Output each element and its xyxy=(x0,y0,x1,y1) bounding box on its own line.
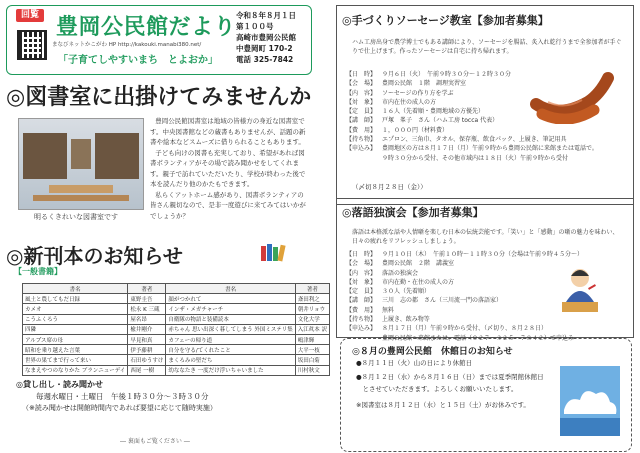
detail-label: 【日 時】 xyxy=(346,71,377,78)
table-row xyxy=(23,345,330,355)
qr-code-icon[interactable] xyxy=(17,30,47,60)
table-cell: こうふくろう xyxy=(23,314,128,324)
detail-row xyxy=(346,306,583,315)
table-cell: 斎田利之 xyxy=(295,294,329,304)
holiday-line: ※図書室は８月１２日（水）と１５日（土）がお休みです。 xyxy=(356,401,530,409)
detail-value: ９時３０分から受付、その他市域内は１８日（火）午前９時から受付 xyxy=(382,154,569,162)
sausage-details xyxy=(346,70,598,163)
lending-title: ◎貸し出し・読み聞かせ xyxy=(16,380,103,389)
new-books-table xyxy=(22,283,330,376)
detail-value: エプロン、三角巾、タオル、保存瓶、飲食パック、上履き、筆記用具 xyxy=(382,136,567,144)
page-footer: ― 裏面もご覧ください ― xyxy=(120,438,190,445)
publisher: 高崎市豊岡公民館 xyxy=(236,33,296,42)
detail-label: 【費 用】 xyxy=(346,306,377,314)
website-url[interactable]: まなびネットかこがわ HP http://kakouki.manabi380.net/ xyxy=(52,42,202,48)
detail-row xyxy=(346,250,583,259)
table-cell: 楡井剛介 xyxy=(128,324,166,334)
detail-value: 豊岡公民館へ来館または、電話（０２７－３２５－７８４２）で申込み xyxy=(382,334,575,342)
detail-label: 【講 師】 xyxy=(346,297,377,305)
detail-row xyxy=(346,269,583,278)
table-cell: 川村秋文 xyxy=(295,365,329,375)
address: 中豊岡町 170-2 xyxy=(236,44,293,53)
table-row xyxy=(23,294,330,304)
detail-value: 無料 xyxy=(382,306,395,314)
table-cell: 顔がつかれて xyxy=(166,294,295,304)
new-books-title: ◎新刊本のお知らせ xyxy=(6,244,183,268)
table-cell: 屋名昂 xyxy=(128,314,166,324)
detail-label: 【定 員】 xyxy=(346,288,377,296)
detail-value: ９月１０日（木） 午前１０時～１１時３０分（会場は午前９時４５分～） xyxy=(382,251,584,258)
table-cell: 幼ななたき 一度だけ浮いちゃいました xyxy=(166,365,295,375)
table-cell: カフェーの帰り道 xyxy=(166,334,295,344)
rakugo-title: ◎落語独演会【参加者募集】 xyxy=(342,206,484,219)
sausage-deadline: （〆切８月２８日（金）） xyxy=(352,183,427,191)
detail-row xyxy=(346,98,598,107)
library-body xyxy=(150,116,306,221)
detail-label: 【内 容】 xyxy=(346,269,377,277)
holiday-line: とさせていただきます。よろしくお願いいたします。 xyxy=(356,385,518,393)
detail-value: ８月１７日（月）午前９時から受付、（〆切り、８月２８日） xyxy=(382,325,548,333)
newsletter-title: 豊岡公民館だより xyxy=(56,15,237,40)
table-cell: 文化大学 xyxy=(295,314,329,324)
detail-value: 豊岡公民館 １階 調理実習室 xyxy=(382,80,467,88)
detail-label: 【講 師】 xyxy=(346,117,377,125)
detail-value: 上履き、飲み物等 xyxy=(382,316,430,324)
column-header: 書名 xyxy=(23,284,128,294)
lending-hours: 毎週水曜日・土曜日 午後１時３０分～３時３０分 xyxy=(36,392,209,401)
detail-label: 【申込み】 xyxy=(346,325,377,333)
table-cell: 昭和を乗り越えた言葉 xyxy=(23,345,128,355)
detail-row xyxy=(346,154,598,163)
detail-label: 【日 時】 xyxy=(346,251,377,258)
sausage-class-intro: ハム工房出身で農学博士でもある講師により、ソーセージを腸詰、炙入れ乾行うまで全参加者が手ぐりで仕上げます。作ったソーセージは自宅に持ち帰れます。 xyxy=(352,39,622,55)
issue-date: 令和８年８月１日 xyxy=(236,11,296,20)
table-cell: 大平一枝 xyxy=(295,345,329,355)
detail-row xyxy=(346,278,583,287)
rakugo-intro: 落語は本格派な話や人情噺を楽しむ日本の伝統芸能です。「笑い」と「感動」の噺の魅力を味わい、日々の疲れをリフレッシュしましょう。 xyxy=(352,229,619,245)
circulation-badge: 回覧 xyxy=(16,9,44,22)
detail-value: ９月６日（火） 午前９時３０分～１２時３０分 xyxy=(382,71,512,78)
table-cell: 伊予藤耕 xyxy=(128,345,166,355)
detail-row xyxy=(346,126,598,135)
detail-value: 落語の独演会 xyxy=(382,269,419,277)
table-cell: カメオ xyxy=(23,304,128,314)
library-photo xyxy=(18,118,144,210)
books-icon xyxy=(260,242,288,262)
detail-row xyxy=(346,89,598,98)
table-cell: 早見和真 xyxy=(128,334,166,344)
lending-note: （※読み聞かせは開館時間内であれば要望に応じて随時実施） xyxy=(22,404,217,412)
table-header-row xyxy=(23,284,330,294)
holiday-line: ●８月１１日（火）山の日により休館日 xyxy=(356,359,473,367)
table-cell: 入江眞本 訳 xyxy=(295,324,329,334)
table-row xyxy=(23,355,330,365)
detail-row xyxy=(346,144,598,153)
table-cell: 石田ゆうすけ xyxy=(128,355,166,365)
table-cell: 自衛隊の物語と装備読本 xyxy=(166,314,295,324)
library-section-title: ◎図書室に出掛けてみませんか xyxy=(6,85,312,110)
detail-row xyxy=(346,79,598,88)
detail-row xyxy=(346,315,583,324)
detail-value: 戸塚 峯子 さん（ハム工房 tocca 代表） xyxy=(382,117,499,125)
detail-label: 【持ち物】 xyxy=(346,136,377,144)
detail-label: 【定 員】 xyxy=(346,108,377,116)
library-paragraph: 子ども向けの図書も充実しており、希望があれば図書ボランティアがその場で読み聞かせをしてくれます。親子で訪れていただいたり、学校が終わった後で本を読んだり他のかたもできます。 xyxy=(150,148,306,188)
detail-value: １，０００円（材料費） xyxy=(382,126,449,134)
column-header: 著者 xyxy=(295,284,329,294)
detail-value: 市内在勤・在住の成人の方 xyxy=(382,278,455,286)
table-row xyxy=(23,365,330,375)
table-cell: 嶋津輝 xyxy=(295,334,329,344)
detail-label: 【対 象】 xyxy=(346,98,377,106)
phone: 電話 325-7842 xyxy=(236,55,294,64)
detail-row xyxy=(346,135,598,144)
table-row xyxy=(23,334,330,344)
table-cell: 風土と農してもだ日録 xyxy=(23,294,128,304)
table-row xyxy=(23,324,330,334)
holiday-notice-title: ◎８月の豊岡公民館 休館日のお知らせ xyxy=(352,347,513,357)
detail-value: 豊岡公民館 ２階 講義室 xyxy=(382,260,455,268)
detail-value: ３０人（先着順） xyxy=(382,288,431,296)
detail-label: 【会 場】 xyxy=(346,80,377,88)
table-cell: 朝井リョウ xyxy=(295,304,329,314)
library-paragraph: 豊岡公民館図書室は地域の皆様方の身近な図書室です。中央図書館などの蔵書もありませんが、話題の新書や絵本などスムーズに借りられることもあります。 xyxy=(150,117,306,146)
table-cell: 自分を守る/てくれたこと xyxy=(166,345,295,355)
table-cell: 赤ちゃん 思い出深く暮してしまう 外国ミステリ集 xyxy=(166,324,295,334)
library-photo-caption: 明るくきれいな図書室です xyxy=(34,213,118,221)
detail-row xyxy=(346,70,598,79)
table-cell: なまえやつのなりかた ブランニューデイ xyxy=(23,365,128,375)
sausage-class-title: ◎手づくりソーセージ教室【参加者募集】 xyxy=(342,14,549,27)
table-cell: アルプス席の母 xyxy=(23,334,128,344)
detail-row xyxy=(346,324,583,333)
detail-value: ソーセージの作り方を学ぶ xyxy=(382,89,454,97)
detail-row xyxy=(346,107,598,116)
table-cell: 世界の果てまで行って来い xyxy=(23,355,128,365)
detail-label xyxy=(346,154,382,163)
detail-value: 豊岡地区の方は８月１７日（月）午前９時から豊岡公民館に来館または電話で。 xyxy=(382,145,598,153)
detail-row xyxy=(346,296,583,305)
slogan: 「子育てしやすいまち とよおか」 xyxy=(58,55,218,66)
detail-label: 【費 用】 xyxy=(346,126,377,134)
column-header: 著者 xyxy=(128,284,166,294)
rakugo-details xyxy=(346,250,583,343)
table-cell: インザ・メガチャーチ xyxy=(166,304,295,314)
table-cell: まくろみの堅だち xyxy=(166,355,295,365)
library-paragraph: 私らくアットホーム感があり、図書ボランティアの皆さん親切なので、是非一度遊びに来てみてはいかがでしょうか？ xyxy=(150,190,306,220)
table-row xyxy=(23,314,330,324)
detail-label: 【申込み】 xyxy=(346,145,377,153)
summer-sky-icon xyxy=(560,366,620,436)
book-category: 【一般書籍】 xyxy=(14,267,62,276)
table-cell: 東野圭吾 xyxy=(128,294,166,304)
issue-info xyxy=(236,10,296,65)
table-row xyxy=(23,304,330,314)
detail-label: 【会 場】 xyxy=(346,260,377,268)
table-cell: 松永 K 三蔵 xyxy=(128,304,166,314)
detail-value: １６人（先着順・豊岡地域の方優先） xyxy=(382,108,485,116)
detail-value: 三川 志の都 さん（三川流一門の落語家） xyxy=(382,297,503,305)
issue-number: 第１００号 xyxy=(236,22,274,31)
detail-row xyxy=(346,116,598,125)
detail-label: 【内 容】 xyxy=(346,89,377,97)
detail-row xyxy=(346,287,583,296)
table-cell: 四隣 xyxy=(23,324,128,334)
table-cell: 西尾 一樹 xyxy=(128,365,166,375)
column-header: 書名 xyxy=(166,284,295,294)
detail-label: 【持ち物】 xyxy=(346,316,377,324)
detail-value: 市内在住の成人の方 xyxy=(382,98,437,106)
holiday-line: ●８月１２日（水）から８月１６日（日）までは夏季閉館休館日 xyxy=(356,373,544,381)
detail-label: 【対 象】 xyxy=(346,278,377,286)
table-cell: 坂田白菊 xyxy=(295,355,329,365)
detail-row xyxy=(346,259,583,268)
